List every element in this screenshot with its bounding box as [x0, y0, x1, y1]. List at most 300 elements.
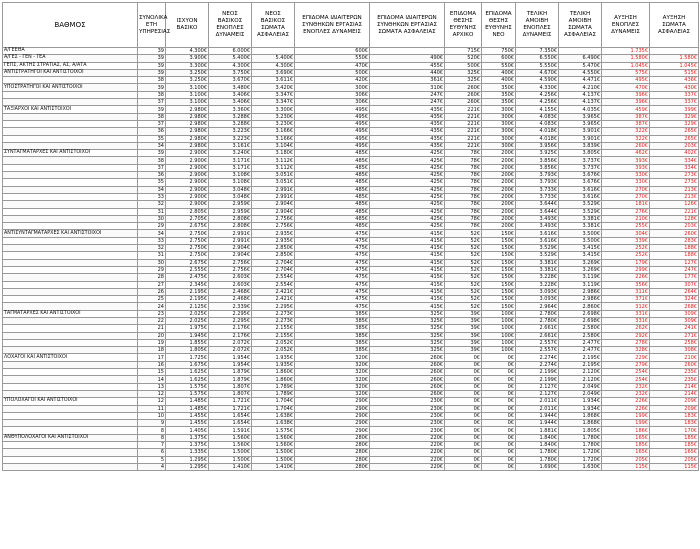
- final-pay-armed-forces-cell[interactable]: 2.964€: [516, 303, 559, 310]
- new-base-armed-forces-cell[interactable]: 1.591€: [209, 427, 252, 434]
- current-base-cell[interactable]: 1.375€: [166, 434, 209, 441]
- rank-cell[interactable]: [3, 142, 138, 149]
- responsibility-new-cell[interactable]: 300€: [482, 120, 516, 127]
- current-base-cell[interactable]: 1.575€: [166, 383, 209, 390]
- final-pay-security-corps-cell[interactable]: 1.934€: [559, 405, 602, 412]
- current-base-cell[interactable]: 2.750€: [166, 230, 209, 237]
- service-years-cell[interactable]: 28: [138, 274, 166, 281]
- new-base-armed-forces-cell[interactable]: 1.721€: [209, 405, 252, 412]
- rank-cell[interactable]: [3, 456, 138, 463]
- new-base-armed-forces-cell[interactable]: 1.410€: [209, 463, 252, 470]
- new-base-security-corps-cell[interactable]: 2.052€: [252, 339, 295, 346]
- service-years-cell[interactable]: 8: [138, 427, 166, 434]
- new-base-security-corps-cell[interactable]: 2.904€: [252, 208, 295, 215]
- final-pay-armed-forces-cell[interactable]: 1.840€: [516, 434, 559, 441]
- rank-cell[interactable]: [3, 317, 138, 324]
- service-years-cell[interactable]: 22: [138, 317, 166, 324]
- service-years-cell[interactable]: 32: [138, 245, 166, 252]
- final-pay-security-corps-cell[interactable]: 1.630€: [559, 463, 602, 470]
- responsibility-new-cell[interactable]: 0€: [482, 420, 516, 427]
- final-pay-security-corps-cell[interactable]: 3.529€: [559, 201, 602, 208]
- current-base-cell[interactable]: 1.335€: [166, 449, 209, 456]
- special-conditions-armed-forces-cell[interactable]: 306€: [295, 99, 370, 106]
- final-pay-armed-forces-cell[interactable]: 2.127€: [516, 383, 559, 390]
- new-base-security-corps-cell[interactable]: 1.638€: [252, 420, 295, 427]
- increase-armed-forces-cell[interactable]: 339€: [602, 237, 650, 244]
- special-conditions-security-corps-cell[interactable]: 325€: [370, 339, 445, 346]
- new-base-security-corps-cell[interactable]: 1.410€: [252, 463, 295, 470]
- special-conditions-armed-forces-cell[interactable]: 290€: [295, 398, 370, 405]
- final-pay-armed-forces-cell[interactable]: 1.780€: [516, 449, 559, 456]
- new-base-armed-forces-cell[interactable]: 2.295€: [209, 310, 252, 317]
- final-pay-security-corps-cell[interactable]: 2.120€: [559, 369, 602, 376]
- current-base-cell[interactable]: 2.900€: [166, 201, 209, 208]
- final-pay-armed-forces-cell[interactable]: 1.690€: [516, 463, 559, 470]
- service-years-cell[interactable]: 36: [138, 128, 166, 135]
- special-conditions-armed-forces-cell[interactable]: 306€: [295, 91, 370, 98]
- current-base-cell[interactable]: 2.195€: [166, 296, 209, 303]
- service-years-cell[interactable]: 38: [138, 157, 166, 164]
- responsibility-initial-cell[interactable]: 0€: [445, 405, 482, 412]
- final-pay-armed-forces-cell[interactable]: 3.228€: [516, 281, 559, 288]
- increase-armed-forces-cell[interactable]: 254€: [602, 369, 650, 376]
- new-base-security-corps-cell[interactable]: 2.273€: [252, 317, 295, 324]
- increase-armed-forces-cell[interactable]: 1.735€: [602, 48, 650, 55]
- special-conditions-security-corps-cell[interactable]: 230€: [370, 412, 445, 419]
- new-base-security-corps-cell[interactable]: 1.789€: [252, 390, 295, 397]
- final-pay-security-corps-cell[interactable]: 3.616€: [559, 193, 602, 200]
- new-base-security-corps-cell[interactable]: 1.860€: [252, 376, 295, 383]
- rank-cell[interactable]: [3, 442, 138, 449]
- new-base-armed-forces-cell[interactable]: 3.406€: [209, 91, 252, 98]
- increase-security-corps-cell[interactable]: 264€: [650, 288, 699, 295]
- responsibility-new-cell[interactable]: 0€: [482, 361, 516, 368]
- increase-armed-forces-cell[interactable]: 331€: [602, 310, 650, 317]
- new-base-armed-forces-cell[interactable]: 1.954€: [209, 354, 252, 361]
- responsibility-new-cell[interactable]: 0€: [482, 434, 516, 441]
- rank-cell[interactable]: [3, 361, 138, 368]
- new-base-security-corps-cell[interactable]: 2.850€: [252, 252, 295, 259]
- rank-cell[interactable]: [3, 120, 138, 127]
- special-conditions-armed-forces-cell[interactable]: 475€: [295, 237, 370, 244]
- current-base-cell[interactable]: 1.805€: [166, 347, 209, 354]
- increase-security-corps-cell[interactable]: 213€: [650, 186, 699, 193]
- final-pay-security-corps-cell[interactable]: 2.049€: [559, 383, 602, 390]
- special-conditions-armed-forces-cell[interactable]: 280€: [295, 456, 370, 463]
- new-base-armed-forces-cell[interactable]: 3.360€: [209, 106, 252, 113]
- service-years-cell[interactable]: 31: [138, 208, 166, 215]
- final-pay-security-corps-cell[interactable]: 4.137€: [559, 99, 602, 106]
- header-special-conditions-armed-forces[interactable]: ΕΠΙΔΟΜΑ ΙΔΙΑΙΤΕΡΩΝ ΣΥΝΘΗΚΩΝ ΕΡΓΑΣΙΑΣ ΕΝΟΠΛΕΣ ΔΥΝΑΜΕΙΣ: [295, 3, 370, 48]
- service-years-cell[interactable]: 12: [138, 390, 166, 397]
- rank-cell[interactable]: ΣΥΝΤΑΓΜΑΤΑΡΧΕΣ ΚΑΙ ΑΝΤΙΣΤΟΙΧΟΙ: [3, 150, 138, 157]
- responsibility-new-cell[interactable]: 200€: [482, 186, 516, 193]
- special-conditions-security-corps-cell[interactable]: 361€: [370, 77, 445, 84]
- special-conditions-armed-forces-cell[interactable]: 475€: [295, 245, 370, 252]
- special-conditions-security-corps-cell[interactable]: 425€: [370, 172, 445, 179]
- service-years-cell[interactable]: 24: [138, 303, 166, 310]
- rank-cell[interactable]: [3, 281, 138, 288]
- increase-armed-forces-cell[interactable]: 328€: [602, 347, 650, 354]
- special-conditions-security-corps-cell[interactable]: 415€: [370, 274, 445, 281]
- special-conditions-security-corps-cell[interactable]: 220€: [370, 456, 445, 463]
- rank-cell[interactable]: [3, 376, 138, 383]
- new-base-security-corps-cell[interactable]: 2.756€: [252, 215, 295, 222]
- current-base-cell[interactable]: 1.485€: [166, 405, 209, 412]
- increase-security-corps-cell[interactable]: 213€: [650, 193, 699, 200]
- final-pay-armed-forces-cell[interactable]: 3.925€: [516, 150, 559, 157]
- special-conditions-security-corps-cell[interactable]: 325€: [370, 332, 445, 339]
- current-base-cell[interactable]: 1.375€: [166, 442, 209, 449]
- final-pay-security-corps-cell[interactable]: 5.470€: [559, 62, 602, 69]
- responsibility-initial-cell[interactable]: 0€: [445, 383, 482, 390]
- special-conditions-security-corps-cell[interactable]: 415€: [370, 288, 445, 295]
- new-base-security-corps-cell[interactable]: 2.935€: [252, 230, 295, 237]
- final-pay-armed-forces-cell[interactable]: 3.856€: [516, 157, 559, 164]
- current-base-cell[interactable]: 1.725€: [166, 354, 209, 361]
- responsibility-initial-cell[interactable]: 52€: [445, 266, 482, 273]
- final-pay-armed-forces-cell[interactable]: 2.780€: [516, 317, 559, 324]
- responsibility-initial-cell[interactable]: 221€: [445, 128, 482, 135]
- new-base-armed-forces-cell[interactable]: 3.240€: [209, 150, 252, 157]
- rank-cell[interactable]: ΛΟΧΑΓΟΙ ΚΑΙ ΑΝΤΙΣΤΟΙΧΟΙ: [3, 354, 138, 361]
- final-pay-security-corps-cell[interactable]: 2.477€: [559, 339, 602, 346]
- final-pay-armed-forces-cell[interactable]: 2.127€: [516, 390, 559, 397]
- responsibility-new-cell[interactable]: 150€: [482, 266, 516, 273]
- current-base-cell[interactable]: 2.750€: [166, 245, 209, 252]
- responsibility-new-cell[interactable]: 350€: [482, 99, 516, 106]
- rank-cell[interactable]: [3, 252, 138, 259]
- increase-security-corps-cell[interactable]: 221€: [650, 208, 699, 215]
- increase-armed-forces-cell[interactable]: 254€: [602, 376, 650, 383]
- header-rank[interactable]: ΒΑΘΜΟΣ: [3, 3, 138, 48]
- current-base-cell[interactable]: 3.300€: [166, 62, 209, 69]
- new-base-security-corps-cell[interactable]: 2.704€: [252, 259, 295, 266]
- increase-security-corps-cell[interactable]: 258€: [650, 339, 699, 346]
- service-years-cell[interactable]: 39: [138, 150, 166, 157]
- special-conditions-security-corps-cell[interactable]: 425€: [370, 157, 445, 164]
- header-special-conditions-security-corps[interactable]: ΕΠΙΔΟΜΑ ΙΔΙΑΙΤΕΡΩΝ ΣΥΝΘΗΚΩΝ ΕΡΓΑΣΙΑΣ ΣΩΜΑΤΑ ΑΣΦΑΛΕΙΑΣ: [370, 3, 445, 48]
- current-base-cell[interactable]: 2.025€: [166, 310, 209, 317]
- final-pay-security-corps-cell[interactable]: 3.381€: [559, 215, 602, 222]
- increase-security-corps-cell[interactable]: 210€: [650, 354, 699, 361]
- service-years-cell[interactable]: 39: [138, 48, 166, 55]
- increase-armed-forces-cell[interactable]: 387€: [602, 120, 650, 127]
- final-pay-armed-forces-cell[interactable]: 3.793€: [516, 179, 559, 186]
- new-base-security-corps-cell[interactable]: 2.554€: [252, 274, 295, 281]
- increase-armed-forces-cell[interactable]: 270€: [602, 186, 650, 193]
- special-conditions-security-corps-cell[interactable]: 247€: [370, 91, 445, 98]
- responsibility-new-cell[interactable]: 100€: [482, 317, 516, 324]
- final-pay-security-corps-cell[interactable]: 3.381€: [559, 223, 602, 230]
- new-base-armed-forces-cell[interactable]: 1.560€: [209, 434, 252, 441]
- special-conditions-security-corps-cell[interactable]: 230€: [370, 427, 445, 434]
- increase-armed-forces-cell[interactable]: 387€: [602, 113, 650, 120]
- new-base-armed-forces-cell[interactable]: 1.721€: [209, 398, 252, 405]
- current-base-cell[interactable]: 2.900€: [166, 193, 209, 200]
- special-conditions-security-corps-cell[interactable]: 415€: [370, 237, 445, 244]
- final-pay-security-corps-cell[interactable]: 3.901€: [559, 135, 602, 142]
- responsibility-new-cell[interactable]: 150€: [482, 281, 516, 288]
- new-base-armed-forces-cell[interactable]: 3.750€: [209, 69, 252, 76]
- increase-armed-forces-cell[interactable]: 322€: [602, 128, 650, 135]
- service-years-cell[interactable]: 27: [138, 281, 166, 288]
- service-years-cell[interactable]: 34: [138, 230, 166, 237]
- final-pay-armed-forces-cell[interactable]: 5.550€: [516, 62, 559, 69]
- rank-cell[interactable]: [3, 237, 138, 244]
- responsibility-initial-cell[interactable]: 52€: [445, 296, 482, 303]
- current-base-cell[interactable]: 1.295€: [166, 463, 209, 470]
- new-base-security-corps-cell[interactable]: 1.860€: [252, 369, 295, 376]
- special-conditions-armed-forces-cell[interactable]: 485€: [295, 179, 370, 186]
- responsibility-initial-cell[interactable]: 0€: [445, 376, 482, 383]
- increase-armed-forces-cell[interactable]: 232€: [602, 383, 650, 390]
- special-conditions-armed-forces-cell[interactable]: 485€: [295, 164, 370, 171]
- increase-security-corps-cell[interactable]: 309€: [650, 317, 699, 324]
- new-base-armed-forces-cell[interactable]: 1.500€: [209, 456, 252, 463]
- special-conditions-armed-forces-cell[interactable]: 385€: [295, 347, 370, 354]
- special-conditions-armed-forces-cell[interactable]: 280€: [295, 463, 370, 470]
- special-conditions-armed-forces-cell[interactable]: 475€: [295, 281, 370, 288]
- new-base-armed-forces-cell[interactable]: 1.954€: [209, 361, 252, 368]
- final-pay-armed-forces-cell[interactable]: 3.493€: [516, 215, 559, 222]
- responsibility-new-cell[interactable]: 300€: [482, 113, 516, 120]
- responsibility-new-cell[interactable]: 100€: [482, 332, 516, 339]
- responsibility-new-cell[interactable]: 200€: [482, 208, 516, 215]
- responsibility-initial-cell[interactable]: 39€: [445, 339, 482, 346]
- final-pay-armed-forces-cell[interactable]: 3.529€: [516, 245, 559, 252]
- current-base-cell[interactable]: 2.345€: [166, 281, 209, 288]
- responsibility-new-cell[interactable]: 600€: [482, 55, 516, 62]
- responsibility-initial-cell[interactable]: 221€: [445, 142, 482, 149]
- responsibility-initial-cell[interactable]: 0€: [445, 361, 482, 368]
- current-base-cell[interactable]: 1.975€: [166, 325, 209, 332]
- responsibility-new-cell[interactable]: 150€: [482, 288, 516, 295]
- rank-cell[interactable]: [3, 193, 138, 200]
- current-base-cell[interactable]: 3.100€: [166, 99, 209, 106]
- new-base-security-corps-cell[interactable]: 3.347€: [252, 91, 295, 98]
- service-years-cell[interactable]: 33: [138, 237, 166, 244]
- responsibility-new-cell[interactable]: 350€: [482, 91, 516, 98]
- special-conditions-armed-forces-cell[interactable]: 485€: [295, 186, 370, 193]
- final-pay-armed-forces-cell[interactable]: 3.644€: [516, 208, 559, 215]
- increase-armed-forces-cell[interactable]: 232€: [602, 390, 650, 397]
- responsibility-new-cell[interactable]: 100€: [482, 310, 516, 317]
- new-base-security-corps-cell[interactable]: 2.155€: [252, 332, 295, 339]
- new-base-armed-forces-cell[interactable]: 2.808€: [209, 215, 252, 222]
- new-base-security-corps-cell[interactable]: 3.230€: [252, 113, 295, 120]
- special-conditions-security-corps-cell[interactable]: 325€: [370, 310, 445, 317]
- increase-security-corps-cell[interactable]: 183€: [650, 420, 699, 427]
- responsibility-new-cell[interactable]: 150€: [482, 259, 516, 266]
- service-years-cell[interactable]: 32: [138, 201, 166, 208]
- special-conditions-armed-forces-cell[interactable]: 485€: [295, 223, 370, 230]
- special-conditions-security-corps-cell[interactable]: 415€: [370, 245, 445, 252]
- final-pay-security-corps-cell[interactable]: 3.500€: [559, 237, 602, 244]
- special-conditions-armed-forces-cell[interactable]: 320€: [295, 383, 370, 390]
- new-base-security-corps-cell[interactable]: 2.273€: [252, 310, 295, 317]
- special-conditions-security-corps-cell[interactable]: 415€: [370, 281, 445, 288]
- increase-armed-forces-cell[interactable]: 462€: [602, 150, 650, 157]
- special-conditions-security-corps-cell[interactable]: 415€: [370, 266, 445, 273]
- rank-cell[interactable]: [3, 113, 138, 120]
- special-conditions-security-corps-cell[interactable]: 490€: [370, 55, 445, 62]
- increase-armed-forces-cell[interactable]: 330€: [602, 179, 650, 186]
- new-base-armed-forces-cell[interactable]: 2.991€: [209, 237, 252, 244]
- responsibility-initial-cell[interactable]: 221€: [445, 113, 482, 120]
- responsibility-new-cell[interactable]: 200€: [482, 150, 516, 157]
- special-conditions-security-corps-cell[interactable]: 230€: [370, 398, 445, 405]
- increase-armed-forces-cell[interactable]: 312€: [602, 303, 650, 310]
- final-pay-armed-forces-cell[interactable]: 2.780€: [516, 310, 559, 317]
- new-base-security-corps-cell[interactable]: 2.704€: [252, 266, 295, 273]
- special-conditions-armed-forces-cell[interactable]: 320€: [295, 369, 370, 376]
- service-years-cell[interactable]: 5: [138, 456, 166, 463]
- special-conditions-armed-forces-cell[interactable]: 280€: [295, 442, 370, 449]
- service-years-cell[interactable]: 7: [138, 442, 166, 449]
- rank-cell[interactable]: ΤΑΓΜΑΤΑΡΧΕΣ ΚΑΙ ΑΝΤΙΣΤΟΙΧΟΙ: [3, 310, 138, 317]
- responsibility-initial-cell[interactable]: 260€: [445, 84, 482, 91]
- increase-armed-forces-cell[interactable]: 226€: [602, 405, 650, 412]
- increase-security-corps-cell[interactable]: 402€: [650, 150, 699, 157]
- new-base-security-corps-cell[interactable]: 1.500€: [252, 449, 295, 456]
- new-base-security-corps-cell[interactable]: 2.421€: [252, 296, 295, 303]
- new-base-armed-forces-cell[interactable]: 2.603€: [209, 274, 252, 281]
- responsibility-initial-cell[interactable]: 715€: [445, 48, 482, 55]
- final-pay-security-corps-cell[interactable]: 4.550€: [559, 69, 602, 76]
- final-pay-armed-forces-cell[interactable]: 2.011€: [516, 398, 559, 405]
- special-conditions-security-corps-cell[interactable]: 310€: [370, 84, 445, 91]
- responsibility-initial-cell[interactable]: 325€: [445, 77, 482, 84]
- service-years-cell[interactable]: 29: [138, 223, 166, 230]
- increase-security-corps-cell[interactable]: 309€: [650, 310, 699, 317]
- final-pay-security-corps-cell[interactable]: 3.269€: [559, 259, 602, 266]
- current-base-cell[interactable]: 3.100€: [166, 91, 209, 98]
- special-conditions-security-corps-cell[interactable]: 260€: [370, 390, 445, 397]
- current-base-cell[interactable]: 2.805€: [166, 208, 209, 215]
- rank-cell[interactable]: [3, 128, 138, 135]
- responsibility-initial-cell[interactable]: 221€: [445, 120, 482, 127]
- responsibility-initial-cell[interactable]: 52€: [445, 252, 482, 259]
- final-pay-security-corps-cell[interactable]: 2.986€: [559, 288, 602, 295]
- final-pay-security-corps-cell[interactable]: 3.415€: [559, 252, 602, 259]
- special-conditions-armed-forces-cell[interactable]: 485€: [295, 208, 370, 215]
- new-base-armed-forces-cell[interactable]: 6.000€: [209, 48, 252, 55]
- new-base-security-corps-cell[interactable]: 1.638€: [252, 412, 295, 419]
- final-pay-security-corps-cell[interactable]: 3.119€: [559, 274, 602, 281]
- new-base-armed-forces-cell[interactable]: 1.879€: [209, 369, 252, 376]
- final-pay-security-corps-cell[interactable]: 1.780€: [559, 442, 602, 449]
- service-years-cell[interactable]: 39: [138, 55, 166, 62]
- final-pay-armed-forces-cell[interactable]: 4.018€: [516, 135, 559, 142]
- increase-armed-forces-cell[interactable]: 330€: [602, 172, 650, 179]
- rank-cell[interactable]: [3, 274, 138, 281]
- increase-security-corps-cell[interactable]: 273€: [650, 179, 699, 186]
- increase-security-corps-cell[interactable]: 205€: [650, 456, 699, 463]
- increase-security-corps-cell[interactable]: 235€: [650, 369, 699, 376]
- responsibility-new-cell[interactable]: 150€: [482, 296, 516, 303]
- responsibility-initial-cell[interactable]: 0€: [445, 398, 482, 405]
- special-conditions-armed-forces-cell[interactable]: 495€: [295, 135, 370, 142]
- special-conditions-armed-forces-cell[interactable]: 290€: [295, 412, 370, 419]
- final-pay-security-corps-cell[interactable]: 6.490€: [559, 55, 602, 62]
- new-base-security-corps-cell[interactable]: 2.052€: [252, 347, 295, 354]
- rank-cell[interactable]: [3, 91, 138, 98]
- increase-security-corps-cell[interactable]: 203€: [650, 142, 699, 149]
- responsibility-new-cell[interactable]: 200€: [482, 193, 516, 200]
- final-pay-armed-forces-cell[interactable]: 3.093€: [516, 288, 559, 295]
- header-new-base-security-corps[interactable]: ΝΕΟΣ ΒΑΣΙΚΟΣ ΣΩΜΑΤΑ ΑΣΦΑΛΕΙΑΣ: [252, 3, 295, 48]
- rank-cell[interactable]: ΑΝΤΙΣΥΝΤΑΓΜΑΤΑΡΧΕΣ ΚΑΙ ΑΝΤΙΣΤΟΙΧΟΙ: [3, 230, 138, 237]
- final-pay-armed-forces-cell[interactable]: 4.256€: [516, 99, 559, 106]
- responsibility-initial-cell[interactable]: 78€: [445, 208, 482, 215]
- responsibility-new-cell[interactable]: 750€: [482, 48, 516, 55]
- special-conditions-armed-forces-cell[interactable]: 495€: [295, 113, 370, 120]
- new-base-security-corps-cell[interactable]: 1.704€: [252, 405, 295, 412]
- special-conditions-security-corps-cell[interactable]: 325€: [370, 347, 445, 354]
- rank-cell[interactable]: [3, 339, 138, 346]
- responsibility-initial-cell[interactable]: 221€: [445, 135, 482, 142]
- increase-armed-forces-cell[interactable]: 575€: [602, 69, 650, 76]
- increase-security-corps-cell[interactable]: 265€: [650, 128, 699, 135]
- rank-cell[interactable]: ΓΕΠΣ, ΑΚΤΗΣ ΣΤΡΑΤΙΑΣ, ΑΣ, Α/ΑΤΑ: [3, 62, 138, 69]
- final-pay-security-corps-cell[interactable]: 3.529€: [559, 208, 602, 215]
- responsibility-new-cell[interactable]: 400€: [482, 69, 516, 76]
- increase-armed-forces-cell[interactable]: 322€: [602, 135, 650, 142]
- final-pay-armed-forces-cell[interactable]: 3.381€: [516, 266, 559, 273]
- special-conditions-security-corps-cell[interactable]: 435€: [370, 135, 445, 142]
- responsibility-new-cell[interactable]: 300€: [482, 135, 516, 142]
- final-pay-armed-forces-cell[interactable]: 4.670€: [516, 69, 559, 76]
- final-pay-security-corps-cell[interactable]: 3.805€: [559, 150, 602, 157]
- special-conditions-security-corps-cell[interactable]: [370, 48, 445, 55]
- special-conditions-armed-forces-cell[interactable]: 470€: [295, 62, 370, 69]
- header-final-pay-armed-forces[interactable]: ΤΕΛΙΚΗ ΑΜΟΙΒΗ ΕΝΟΠΛΕΣ ΔΥΝΑΜΕΙΣ: [516, 3, 559, 48]
- final-pay-armed-forces-cell[interactable]: 3.793€: [516, 172, 559, 179]
- responsibility-new-cell[interactable]: 0€: [482, 412, 516, 419]
- new-base-security-corps-cell[interactable]: 5.400€: [252, 55, 295, 62]
- current-base-cell[interactable]: 1.675€: [166, 361, 209, 368]
- new-base-armed-forces-cell[interactable]: 3.108€: [209, 179, 252, 186]
- special-conditions-security-corps-cell[interactable]: 425€: [370, 201, 445, 208]
- responsibility-new-cell[interactable]: 300€: [482, 106, 516, 113]
- new-base-armed-forces-cell[interactable]: 3.288€: [209, 120, 252, 127]
- final-pay-security-corps-cell[interactable]: 1.868€: [559, 420, 602, 427]
- final-pay-security-corps-cell[interactable]: 1.780€: [559, 434, 602, 441]
- final-pay-security-corps-cell[interactable]: 2.195€: [559, 361, 602, 368]
- rank-cell[interactable]: [3, 179, 138, 186]
- new-base-security-corps-cell[interactable]: [252, 48, 295, 55]
- final-pay-armed-forces-cell[interactable]: 3.381€: [516, 259, 559, 266]
- responsibility-new-cell[interactable]: 0€: [482, 405, 516, 412]
- special-conditions-security-corps-cell[interactable]: 220€: [370, 434, 445, 441]
- header-increase-security-corps[interactable]: ΑΥΞΗΣΗ ΣΩΜΑΤΑ ΑΣΦΑΛΕΙΑΣ: [650, 3, 699, 48]
- service-years-cell[interactable]: 9: [138, 420, 166, 427]
- new-base-security-corps-cell[interactable]: 3.611€: [252, 77, 295, 84]
- responsibility-initial-cell[interactable]: 325€: [445, 69, 482, 76]
- new-base-armed-forces-cell[interactable]: 3.670€: [209, 77, 252, 84]
- responsibility-initial-cell[interactable]: 52€: [445, 237, 482, 244]
- increase-security-corps-cell[interactable]: 329€: [650, 113, 699, 120]
- service-years-cell[interactable]: 20: [138, 332, 166, 339]
- new-base-security-corps-cell[interactable]: 2.850€: [252, 245, 295, 252]
- final-pay-security-corps-cell[interactable]: 2.698€: [559, 310, 602, 317]
- responsibility-new-cell[interactable]: 200€: [482, 157, 516, 164]
- special-conditions-security-corps-cell[interactable]: 425€: [370, 150, 445, 157]
- increase-security-corps-cell[interactable]: 209€: [650, 405, 699, 412]
- responsibility-new-cell[interactable]: 150€: [482, 303, 516, 310]
- increase-security-corps-cell[interactable]: 128€: [650, 215, 699, 222]
